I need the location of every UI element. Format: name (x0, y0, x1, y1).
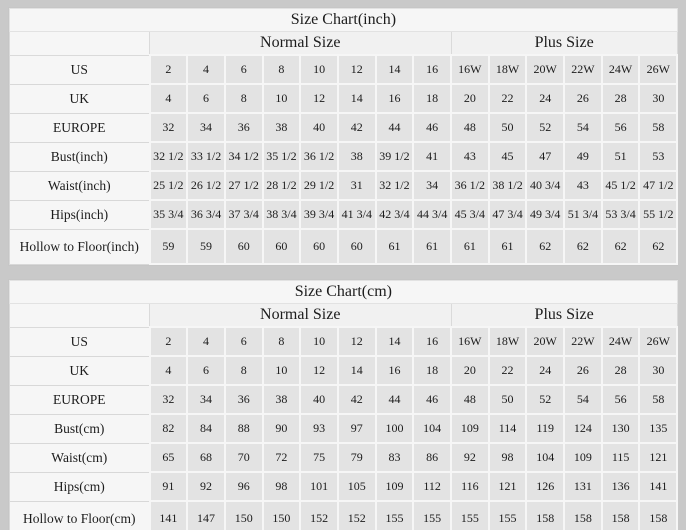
size-value-cell: 14 (338, 356, 376, 385)
size-value-cell: 47 3/4 (489, 200, 527, 229)
size-value-cell: 152 (300, 501, 338, 530)
size-value-cell: 26 (564, 356, 602, 385)
size-value-cell: 116 (451, 472, 489, 501)
size-value-cell: 4 (187, 327, 225, 356)
size-value-cell: 34 (187, 113, 225, 142)
size-value-cell: 49 (564, 142, 602, 171)
size-value-cell: 155 (489, 501, 527, 530)
size-value-cell: 26 (564, 84, 602, 113)
size-value-cell: 121 (489, 472, 527, 501)
size-value-cell: 65 (150, 443, 188, 472)
size-value-cell: 130 (602, 414, 640, 443)
size-value-cell: 105 (338, 472, 376, 501)
size-value-cell: 28 (602, 356, 640, 385)
size-value-cell: 28 (602, 84, 640, 113)
size-value-cell: 53 (639, 142, 677, 171)
size-value-cell: 70 (225, 443, 263, 472)
size-value-cell: 50 (489, 385, 527, 414)
size-value-cell: 158 (639, 501, 677, 530)
size-value-cell: 62 (602, 229, 640, 264)
plus-size-header: Plus Size (451, 32, 677, 56)
size-value-cell: 32 (150, 113, 188, 142)
size-value-cell: 155 (413, 501, 451, 530)
size-value-cell: 34 (413, 171, 451, 200)
size-value-cell: 34 1/2 (225, 142, 263, 171)
size-value-cell: 115 (602, 443, 640, 472)
size-value-cell: 155 (451, 501, 489, 530)
plus-size-header: Plus Size (451, 304, 677, 328)
size-value-cell: 24W (602, 55, 640, 84)
size-value-cell: 62 (526, 229, 564, 264)
size-chart-cm-panel (8, 279, 678, 530)
row-label: Hollow to Floor(cm) (10, 501, 150, 530)
size-value-cell: 20W (526, 55, 564, 84)
group-header-row (10, 32, 678, 56)
size-value-cell: 45 3/4 (451, 200, 489, 229)
table-row (10, 55, 678, 84)
size-value-cell: 26W (639, 327, 677, 356)
table-row (10, 414, 678, 443)
size-value-cell: 158 (602, 501, 640, 530)
table-row (10, 142, 678, 171)
size-value-cell: 88 (225, 414, 263, 443)
size-value-cell: 114 (489, 414, 527, 443)
size-value-cell: 42 (338, 385, 376, 414)
size-value-cell: 42 3/4 (376, 200, 414, 229)
size-value-cell: 86 (413, 443, 451, 472)
size-value-cell: 46 (413, 113, 451, 142)
size-value-cell: 16W (451, 327, 489, 356)
size-value-cell: 37 3/4 (225, 200, 263, 229)
size-value-cell: 92 (451, 443, 489, 472)
size-value-cell: 16W (451, 55, 489, 84)
size-value-cell: 53 3/4 (602, 200, 640, 229)
size-value-cell: 41 3/4 (338, 200, 376, 229)
size-value-cell: 158 (526, 501, 564, 530)
size-value-cell: 59 (150, 229, 188, 264)
size-value-cell: 18W (489, 55, 527, 84)
size-value-cell: 36 1/2 (300, 142, 338, 171)
size-value-cell: 91 (150, 472, 188, 501)
row-label: US (10, 327, 150, 356)
size-value-cell: 16 (413, 55, 451, 84)
size-value-cell: 158 (564, 501, 602, 530)
size-value-cell: 50 (489, 113, 527, 142)
size-value-cell: 83 (376, 443, 414, 472)
size-value-cell: 61 (451, 229, 489, 264)
size-value-cell: 24 (526, 84, 564, 113)
size-value-cell: 32 1/2 (150, 142, 188, 171)
size-value-cell: 42 (338, 113, 376, 142)
size-value-cell: 40 (300, 113, 338, 142)
table-row (10, 84, 678, 113)
size-value-cell: 34 (187, 385, 225, 414)
size-value-cell: 8 (225, 84, 263, 113)
size-value-cell: 30 (639, 84, 677, 113)
size-value-cell: 22 (489, 356, 527, 385)
size-value-cell: 28 1/2 (263, 171, 301, 200)
size-value-cell: 39 1/2 (376, 142, 414, 171)
size-value-cell: 121 (639, 443, 677, 472)
size-value-cell: 49 3/4 (526, 200, 564, 229)
group-header-row (10, 304, 678, 328)
size-value-cell: 96 (225, 472, 263, 501)
size-value-cell: 98 (263, 472, 301, 501)
size-value-cell: 141 (150, 501, 188, 530)
size-value-cell: 38 1/2 (489, 171, 527, 200)
size-chart-cm-table (9, 280, 678, 530)
size-value-cell: 46 (413, 385, 451, 414)
size-value-cell: 16 (376, 356, 414, 385)
size-value-cell: 8 (225, 356, 263, 385)
size-value-cell: 29 1/2 (300, 171, 338, 200)
row-label: Bust(inch) (10, 142, 150, 171)
row-label: Hips(cm) (10, 472, 150, 501)
size-value-cell: 48 (451, 385, 489, 414)
size-value-cell: 124 (564, 414, 602, 443)
table-row (10, 113, 678, 142)
row-label: UK (10, 356, 150, 385)
chart-title: Size Chart(cm) (10, 281, 678, 304)
chart-title: Size Chart(inch) (10, 9, 678, 32)
size-value-cell: 104 (526, 443, 564, 472)
size-value-cell: 8 (263, 327, 301, 356)
size-value-cell: 18W (489, 327, 527, 356)
size-value-cell: 150 (225, 501, 263, 530)
size-value-cell: 109 (376, 472, 414, 501)
row-label: UK (10, 84, 150, 113)
size-value-cell: 52 (526, 385, 564, 414)
size-value-cell: 60 (225, 229, 263, 264)
size-value-cell: 126 (526, 472, 564, 501)
row-label: US (10, 55, 150, 84)
table-row (10, 443, 678, 472)
corner-cell (10, 304, 150, 328)
size-value-cell: 6 (187, 84, 225, 113)
size-value-cell: 147 (187, 501, 225, 530)
size-value-cell: 26W (639, 55, 677, 84)
size-value-cell: 14 (376, 55, 414, 84)
size-value-cell: 18 (413, 356, 451, 385)
size-value-cell: 44 (376, 113, 414, 142)
row-label: Waist(inch) (10, 171, 150, 200)
size-value-cell: 141 (639, 472, 677, 501)
size-value-cell: 51 (602, 142, 640, 171)
size-value-cell: 22W (564, 55, 602, 84)
table-row (10, 327, 678, 356)
table-row (10, 501, 678, 530)
size-value-cell: 36 (225, 113, 263, 142)
size-value-cell: 109 (564, 443, 602, 472)
size-value-cell: 12 (300, 84, 338, 113)
size-value-cell: 40 3/4 (526, 171, 564, 200)
size-value-cell: 104 (413, 414, 451, 443)
size-value-cell: 25 1/2 (150, 171, 188, 200)
size-value-cell: 61 (376, 229, 414, 264)
table-row (10, 356, 678, 385)
size-value-cell: 16 (376, 84, 414, 113)
size-value-cell: 136 (602, 472, 640, 501)
size-chart-inch-panel (8, 7, 678, 266)
title-row (10, 9, 678, 32)
size-value-cell: 52 (526, 113, 564, 142)
size-value-cell: 61 (489, 229, 527, 264)
size-value-cell: 38 (263, 385, 301, 414)
size-value-cell: 61 (413, 229, 451, 264)
size-value-cell: 38 (338, 142, 376, 171)
size-value-cell: 20W (526, 327, 564, 356)
size-value-cell: 45 (489, 142, 527, 171)
row-label: EUROPE (10, 385, 150, 414)
size-value-cell: 98 (489, 443, 527, 472)
size-value-cell: 93 (300, 414, 338, 443)
size-value-cell: 39 3/4 (300, 200, 338, 229)
size-value-cell: 36 1/2 (451, 171, 489, 200)
size-value-cell: 31 (338, 171, 376, 200)
size-value-cell: 32 (150, 385, 188, 414)
size-value-cell: 101 (300, 472, 338, 501)
size-value-cell: 36 (225, 385, 263, 414)
size-value-cell: 14 (376, 327, 414, 356)
size-value-cell: 12 (300, 356, 338, 385)
size-value-cell: 24W (602, 327, 640, 356)
row-label: Hips(inch) (10, 200, 150, 229)
size-value-cell: 6 (187, 356, 225, 385)
size-value-cell: 109 (451, 414, 489, 443)
size-value-cell: 10 (300, 55, 338, 84)
size-value-cell: 90 (263, 414, 301, 443)
size-value-cell: 38 3/4 (263, 200, 301, 229)
size-value-cell: 2 (150, 327, 188, 356)
size-value-cell: 68 (187, 443, 225, 472)
normal-size-header: Normal Size (150, 32, 452, 56)
size-value-cell: 72 (263, 443, 301, 472)
size-value-cell: 35 3/4 (150, 200, 188, 229)
size-value-cell: 51 3/4 (564, 200, 602, 229)
size-value-cell: 150 (263, 501, 301, 530)
size-value-cell: 43 (451, 142, 489, 171)
size-value-cell: 12 (338, 327, 376, 356)
size-value-cell: 10 (263, 356, 301, 385)
title-row (10, 281, 678, 304)
size-value-cell: 20 (451, 356, 489, 385)
size-value-cell: 155 (376, 501, 414, 530)
size-value-cell: 18 (413, 84, 451, 113)
size-value-cell: 38 (263, 113, 301, 142)
size-value-cell: 60 (300, 229, 338, 264)
row-label: Waist(cm) (10, 443, 150, 472)
size-value-cell: 47 1/2 (639, 171, 677, 200)
size-value-cell: 79 (338, 443, 376, 472)
size-value-cell: 131 (564, 472, 602, 501)
size-value-cell: 4 (187, 55, 225, 84)
size-value-cell: 62 (639, 229, 677, 264)
size-value-cell: 6 (225, 327, 263, 356)
size-value-cell: 4 (150, 356, 188, 385)
size-value-cell: 36 3/4 (187, 200, 225, 229)
size-value-cell: 10 (263, 84, 301, 113)
size-value-cell: 20 (451, 84, 489, 113)
size-value-cell: 119 (526, 414, 564, 443)
size-value-cell: 82 (150, 414, 188, 443)
size-value-cell: 58 (639, 113, 677, 142)
size-value-cell: 55 1/2 (639, 200, 677, 229)
row-label: EUROPE (10, 113, 150, 142)
size-value-cell: 22 (489, 84, 527, 113)
size-value-cell: 24 (526, 356, 564, 385)
normal-size-header: Normal Size (150, 304, 452, 328)
size-value-cell: 44 (376, 385, 414, 414)
size-value-cell: 48 (451, 113, 489, 142)
size-value-cell: 135 (639, 414, 677, 443)
size-value-cell: 30 (639, 356, 677, 385)
size-value-cell: 92 (187, 472, 225, 501)
size-value-cell: 12 (338, 55, 376, 84)
size-value-cell: 35 1/2 (263, 142, 301, 171)
size-value-cell: 32 1/2 (376, 171, 414, 200)
table-row (10, 385, 678, 414)
corner-cell (10, 32, 150, 56)
size-value-cell: 8 (263, 55, 301, 84)
size-value-cell: 6 (225, 55, 263, 84)
size-value-cell: 27 1/2 (225, 171, 263, 200)
size-value-cell: 152 (338, 501, 376, 530)
size-value-cell: 41 (413, 142, 451, 171)
table-row (10, 472, 678, 501)
size-value-cell: 59 (187, 229, 225, 264)
size-value-cell: 14 (338, 84, 376, 113)
size-value-cell: 40 (300, 385, 338, 414)
size-chart-inch-table (9, 8, 678, 265)
table-row (10, 171, 678, 200)
row-label: Bust(cm) (10, 414, 150, 443)
table-row (10, 229, 678, 264)
size-value-cell: 100 (376, 414, 414, 443)
size-value-cell: 4 (150, 84, 188, 113)
size-value-cell: 10 (300, 327, 338, 356)
size-value-cell: 22W (564, 327, 602, 356)
size-value-cell: 84 (187, 414, 225, 443)
size-value-cell: 112 (413, 472, 451, 501)
size-value-cell: 56 (602, 113, 640, 142)
size-value-cell: 47 (526, 142, 564, 171)
size-value-cell: 26 1/2 (187, 171, 225, 200)
size-value-cell: 75 (300, 443, 338, 472)
row-label: Hollow to Floor(inch) (10, 229, 150, 264)
size-value-cell: 56 (602, 385, 640, 414)
size-value-cell: 33 1/2 (187, 142, 225, 171)
table-row (10, 200, 678, 229)
size-value-cell: 97 (338, 414, 376, 443)
size-value-cell: 45 1/2 (602, 171, 640, 200)
size-value-cell: 16 (413, 327, 451, 356)
size-value-cell: 58 (639, 385, 677, 414)
size-value-cell: 60 (263, 229, 301, 264)
size-value-cell: 54 (564, 385, 602, 414)
size-value-cell: 43 (564, 171, 602, 200)
size-value-cell: 44 3/4 (413, 200, 451, 229)
size-value-cell: 54 (564, 113, 602, 142)
size-value-cell: 60 (338, 229, 376, 264)
size-value-cell: 2 (150, 55, 188, 84)
size-value-cell: 62 (564, 229, 602, 264)
